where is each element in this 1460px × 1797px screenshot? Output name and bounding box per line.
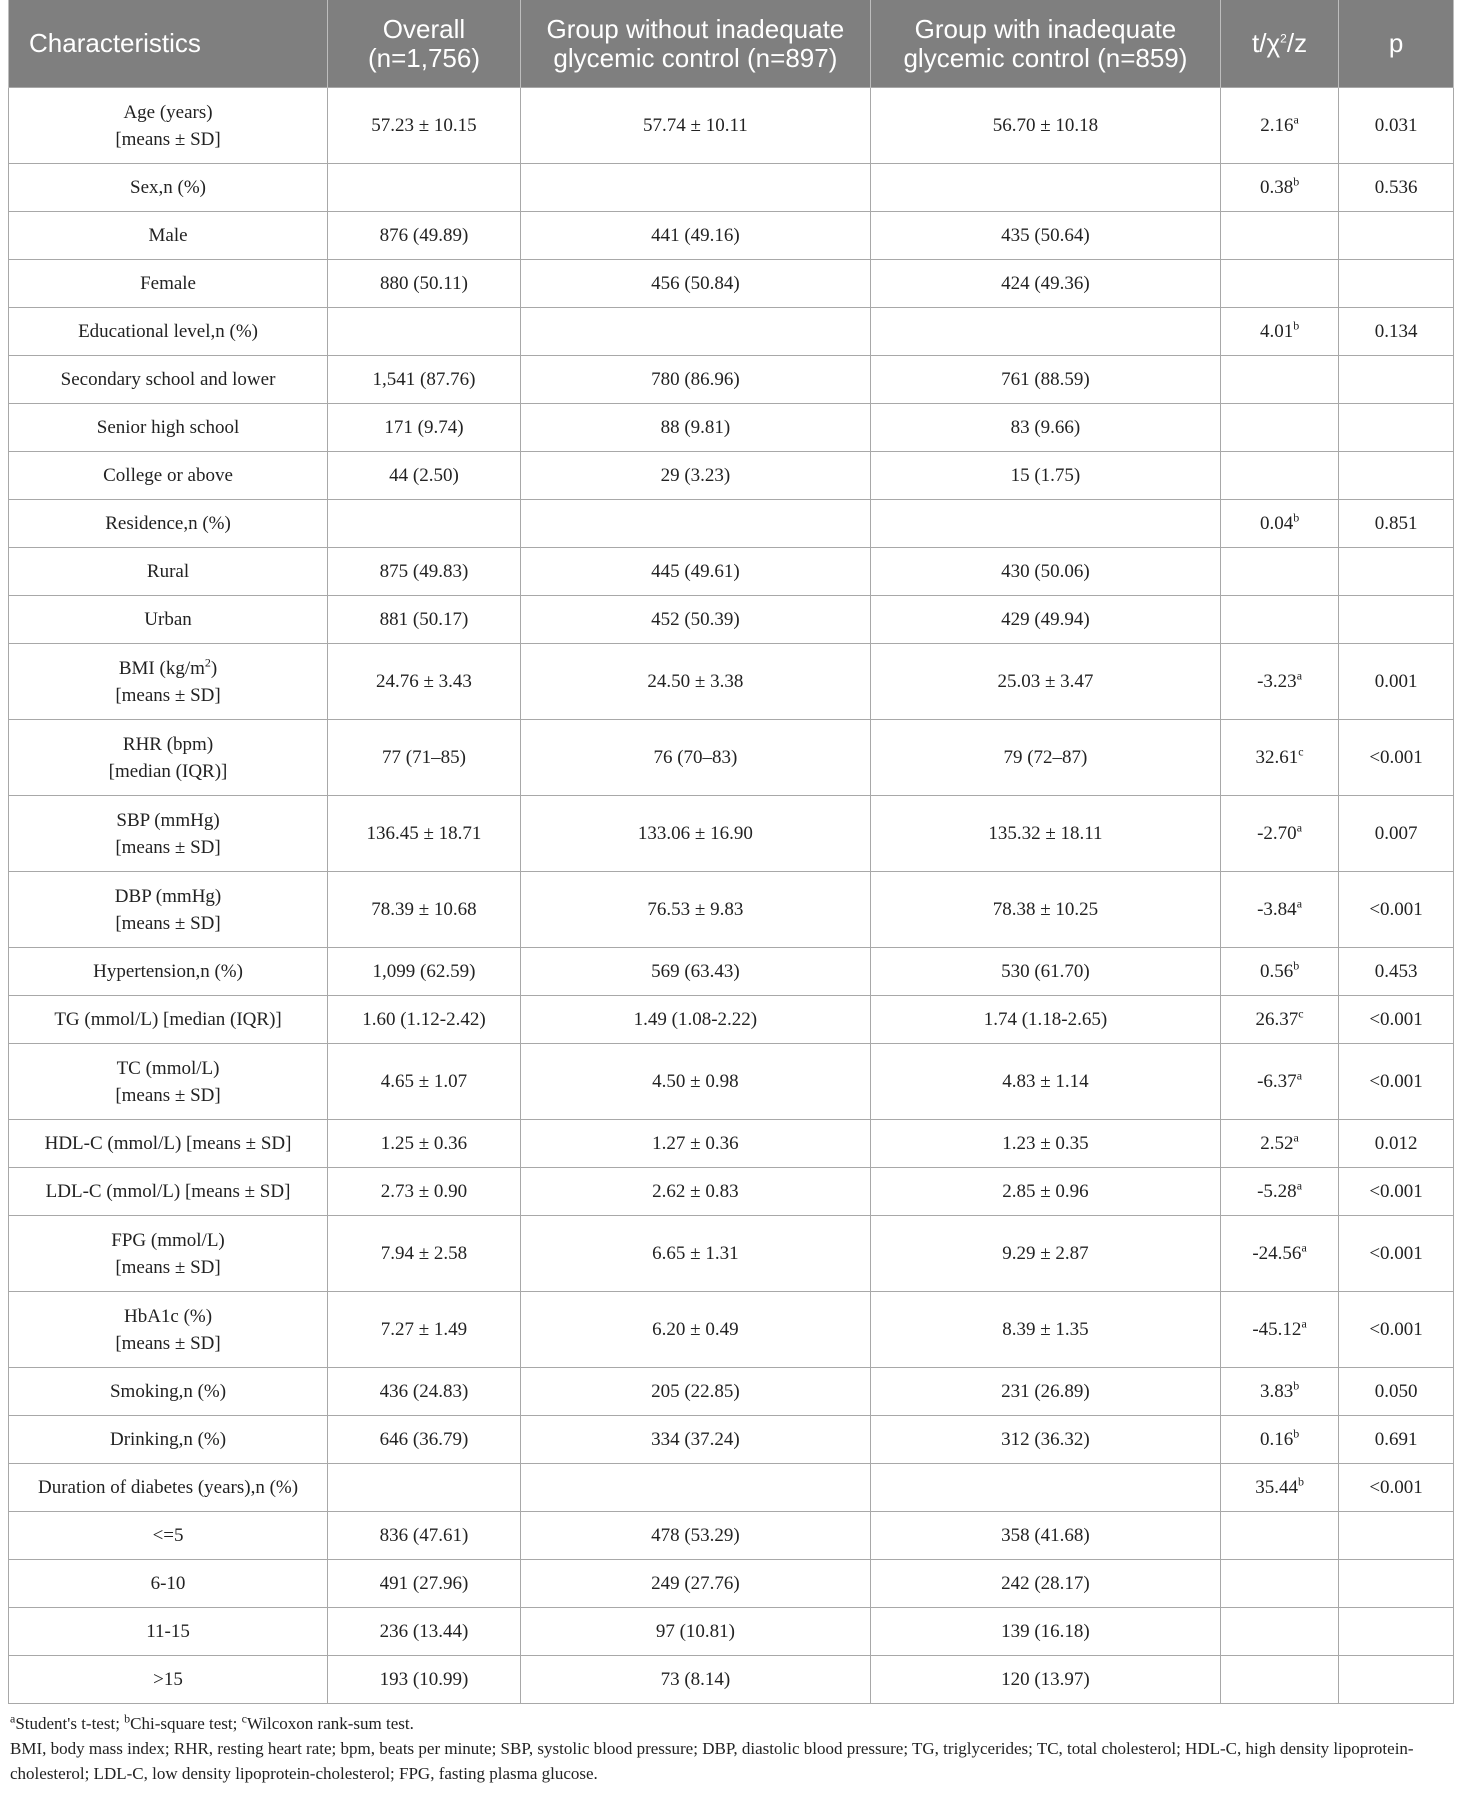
- cell-overall: 44 (2.50): [328, 452, 521, 500]
- cell-statistic: [1220, 1560, 1338, 1608]
- cell-p-value: <0.001: [1339, 1216, 1454, 1292]
- row-label: DBP (mmHg) [means ± SD]: [9, 872, 328, 948]
- row-label: College or above: [9, 452, 328, 500]
- row-label: Residence,n (%): [9, 500, 328, 548]
- cell-group-without: 441 (49.16): [520, 212, 870, 260]
- cell-p-value: 0.691: [1339, 1416, 1454, 1464]
- cell-overall: 876 (49.89): [328, 212, 521, 260]
- cell-group-with: 530 (61.70): [870, 948, 1220, 996]
- table-row: [9, 1292, 1454, 1368]
- table-footnotes: [8, 1711, 1454, 1786]
- cell-overall: 1,099 (62.59): [328, 948, 521, 996]
- cell-group-without: 249 (27.76): [520, 1560, 870, 1608]
- cell-p-value: <0.001: [1339, 1292, 1454, 1368]
- cell-statistic: 4.01$^b$: [1220, 308, 1338, 356]
- table-row: [9, 596, 1454, 644]
- cell-p-value: 0.050: [1339, 1368, 1454, 1416]
- row-label: Urban: [9, 596, 328, 644]
- table-row: [9, 308, 1454, 356]
- cell-statistic: 35.44$^b$: [1220, 1464, 1338, 1512]
- header-group-without: Group without inadequate glycemic control (n=897): [520, 0, 870, 88]
- cell-overall: [328, 164, 521, 212]
- cell-group-with: [870, 164, 1220, 212]
- cell-group-with: 1.23 ± 0.35: [870, 1120, 1220, 1168]
- row-label: BMI $(kg/m^2)$ [means ± SD]: [9, 644, 328, 720]
- cell-group-with: 1.74 (1.18-2.65): [870, 996, 1220, 1044]
- cell-statistic: [1220, 1656, 1338, 1704]
- cell-group-with: 15 (1.75): [870, 452, 1220, 500]
- header-statistic: $t/\chi^2/z$: [1220, 0, 1338, 88]
- cell-overall: 7.27 ± 1.49: [328, 1292, 521, 1368]
- header-overall: Overall (n=1,756): [328, 0, 521, 88]
- cell-group-without: [520, 500, 870, 548]
- table-row: [9, 948, 1454, 996]
- cell-p-value: [1339, 260, 1454, 308]
- cell-group-without: 569 (63.43): [520, 948, 870, 996]
- cell-group-with: 435 (50.64): [870, 212, 1220, 260]
- cell-overall: 7.94 ± 2.58: [328, 1216, 521, 1292]
- cell-overall: 1.60 (1.12-2.42): [328, 996, 521, 1044]
- row-label: Secondary school and lower: [9, 356, 328, 404]
- table-row: [9, 500, 1454, 548]
- cell-statistic: 2.16$^a$: [1220, 88, 1338, 164]
- cell-group-with: 25.03 ± 3.47: [870, 644, 1220, 720]
- cell-p-value: [1339, 548, 1454, 596]
- cell-p-value: [1339, 1560, 1454, 1608]
- cell-group-without: 76 (70–83): [520, 720, 870, 796]
- cell-statistic: 0.16$^b$: [1220, 1416, 1338, 1464]
- cell-group-without: 29 (3.23): [520, 452, 870, 500]
- row-label: TC (mmol/L) [means ± SD]: [9, 1044, 328, 1120]
- cell-group-without: 57.74 ± 10.11: [520, 88, 870, 164]
- row-label: LDL-C (mmol/L) [means ± SD]: [9, 1168, 328, 1216]
- cell-p-value: <0.001: [1339, 996, 1454, 1044]
- cell-statistic: [1220, 404, 1338, 452]
- cell-group-without: 6.65 ± 1.31: [520, 1216, 870, 1292]
- cell-p-value: [1339, 404, 1454, 452]
- row-label: Rural: [9, 548, 328, 596]
- cell-overall: 836 (47.61): [328, 1512, 521, 1560]
- row-label: Smoking,n (%): [9, 1368, 328, 1416]
- cell-overall: 1.25 ± 0.36: [328, 1120, 521, 1168]
- cell-overall: 2.73 ± 0.90: [328, 1168, 521, 1216]
- table-row: [9, 164, 1454, 212]
- cell-overall: 24.76 ± 3.43: [328, 644, 521, 720]
- cell-group-with: 242 (28.17): [870, 1560, 1220, 1608]
- cell-statistic: [1220, 1512, 1338, 1560]
- cell-statistic: [1220, 212, 1338, 260]
- cell-group-without: 24.50 ± 3.38: [520, 644, 870, 720]
- cell-statistic: 0.04$^b$: [1220, 500, 1338, 548]
- cell-statistic: -6.37$^a$: [1220, 1044, 1338, 1120]
- table-row: [9, 1044, 1454, 1120]
- cell-group-without: 4.50 ± 0.98: [520, 1044, 870, 1120]
- table-body: [9, 88, 1454, 1704]
- footnote-tests: $^a$Student's t-test; $^b$Chi-square test; $^c$Wilcoxon rank-sum test.: [10, 1711, 414, 1733]
- table-row: [9, 1464, 1454, 1512]
- table-row: [9, 720, 1454, 796]
- header-row: [9, 0, 1454, 88]
- cell-group-with: 430 (50.06): [870, 548, 1220, 596]
- cell-overall: 171 (9.74): [328, 404, 521, 452]
- cell-group-without: 1.27 ± 0.36: [520, 1120, 870, 1168]
- row-label: FPG (mmol/L) [means ± SD]: [9, 1216, 328, 1292]
- footnote-abbreviations: BMI, body mass index; RHR, resting heart rate; bpm, beats per minute; SBP, systolic blood pressure; DBP, diastolic blood pressure; TG, triglycerides; TC, total cholesterol; HDL-C, high density lipoprotein-cholesterol; LDL-C, low density lipoprotein-cholesterol; FPG, fasting plasma glucose.: [10, 1739, 1414, 1783]
- cell-overall: [328, 308, 521, 356]
- cell-overall: 136.45 ± 18.71: [328, 796, 521, 872]
- cell-statistic: 0.56$^b$: [1220, 948, 1338, 996]
- cell-group-with: 83 (9.66): [870, 404, 1220, 452]
- cell-group-with: 358 (41.68): [870, 1512, 1220, 1560]
- cell-group-without: 133.06 ± 16.90: [520, 796, 870, 872]
- cell-overall: 4.65 ± 1.07: [328, 1044, 521, 1120]
- cell-statistic: -2.70$^a$: [1220, 796, 1338, 872]
- cell-statistic: [1220, 452, 1338, 500]
- cell-overall: 57.23 ± 10.15: [328, 88, 521, 164]
- cell-group-without: 73 (8.14): [520, 1656, 870, 1704]
- cell-overall: 491 (27.96): [328, 1560, 521, 1608]
- table-row: [9, 212, 1454, 260]
- table-row: [9, 452, 1454, 500]
- table-container: [8, 0, 1454, 1786]
- row-label: HbA1c (%) [means ± SD]: [9, 1292, 328, 1368]
- cell-p-value: [1339, 1656, 1454, 1704]
- header-group-with: Group with inadequate glycemic control (n=859): [870, 0, 1220, 88]
- row-label: Male: [9, 212, 328, 260]
- cell-group-without: 456 (50.84): [520, 260, 870, 308]
- table-row: [9, 1368, 1454, 1416]
- cell-group-with: 2.85 ± 0.96: [870, 1168, 1220, 1216]
- cell-statistic: 2.52$^a$: [1220, 1120, 1338, 1168]
- row-label: Sex,n (%): [9, 164, 328, 212]
- cell-group-with: 429 (49.94): [870, 596, 1220, 644]
- table-row: [9, 644, 1454, 720]
- cell-p-value: 0.851: [1339, 500, 1454, 548]
- table-row: [9, 260, 1454, 308]
- row-label: >15: [9, 1656, 328, 1704]
- cell-overall: 77 (71–85): [328, 720, 521, 796]
- cell-group-without: 88 (9.81): [520, 404, 870, 452]
- cell-group-without: 445 (49.61): [520, 548, 870, 596]
- table-row: [9, 88, 1454, 164]
- cell-group-with: 9.29 ± 2.87: [870, 1216, 1220, 1292]
- cell-group-without: [520, 1464, 870, 1512]
- cell-statistic: [1220, 356, 1338, 404]
- cell-group-without: 2.62 ± 0.83: [520, 1168, 870, 1216]
- cell-group-without: 452 (50.39): [520, 596, 870, 644]
- table-row: [9, 872, 1454, 948]
- table-row: [9, 1512, 1454, 1560]
- cell-p-value: 0.001: [1339, 644, 1454, 720]
- cell-p-value: <0.001: [1339, 872, 1454, 948]
- cell-group-with: 8.39 ± 1.35: [870, 1292, 1220, 1368]
- characteristics-table: [8, 0, 1454, 1704]
- table-row: [9, 796, 1454, 872]
- table-row: [9, 548, 1454, 596]
- table-row: [9, 1120, 1454, 1168]
- table-row: [9, 404, 1454, 452]
- row-label: TG (mmol/L) [median (IQR)]: [9, 996, 328, 1044]
- cell-statistic: [1220, 260, 1338, 308]
- cell-p-value: 0.536: [1339, 164, 1454, 212]
- row-label: Hypertension,n (%): [9, 948, 328, 996]
- cell-p-value: 0.453: [1339, 948, 1454, 996]
- cell-p-value: [1339, 212, 1454, 260]
- cell-group-without: [520, 164, 870, 212]
- cell-overall: 881 (50.17): [328, 596, 521, 644]
- table-row: [9, 1416, 1454, 1464]
- cell-group-without: 334 (37.24): [520, 1416, 870, 1464]
- cell-statistic: -45.12$^a$: [1220, 1292, 1338, 1368]
- cell-group-without: 1.49 (1.08-2.22): [520, 996, 870, 1044]
- cell-p-value: [1339, 452, 1454, 500]
- cell-statistic: [1220, 548, 1338, 596]
- cell-overall: 880 (50.11): [328, 260, 521, 308]
- cell-group-with: 78.38 ± 10.25: [870, 872, 1220, 948]
- cell-group-without: 97 (10.81): [520, 1608, 870, 1656]
- cell-overall: 193 (10.99): [328, 1656, 521, 1704]
- cell-p-value: [1339, 596, 1454, 644]
- table-row: [9, 1216, 1454, 1292]
- cell-group-with: 312 (36.32): [870, 1416, 1220, 1464]
- cell-statistic: 32.61$^c$: [1220, 720, 1338, 796]
- cell-p-value: <0.001: [1339, 1044, 1454, 1120]
- row-label: Duration of diabetes (years),n (%): [9, 1464, 328, 1512]
- row-label: HDL-C (mmol/L) [means ± SD]: [9, 1120, 328, 1168]
- cell-p-value: <0.001: [1339, 1168, 1454, 1216]
- cell-p-value: 0.007: [1339, 796, 1454, 872]
- row-label: SBP (mmHg) [means ± SD]: [9, 796, 328, 872]
- cell-overall: 1,541 (87.76): [328, 356, 521, 404]
- cell-statistic: -3.84$^a$: [1220, 872, 1338, 948]
- table-row: [9, 996, 1454, 1044]
- cell-p-value: [1339, 356, 1454, 404]
- cell-statistic: [1220, 1608, 1338, 1656]
- cell-p-value: 0.134: [1339, 308, 1454, 356]
- row-label: Educational level,n (%): [9, 308, 328, 356]
- table-row: [9, 1168, 1454, 1216]
- cell-group-with: 424 (49.36): [870, 260, 1220, 308]
- cell-group-without: 205 (22.85): [520, 1368, 870, 1416]
- cell-group-with: [870, 500, 1220, 548]
- cell-group-without: 76.53 ± 9.83: [520, 872, 870, 948]
- cell-group-with: 135.32 ± 18.11: [870, 796, 1220, 872]
- cell-group-with: 139 (16.18): [870, 1608, 1220, 1656]
- table-row: [9, 1608, 1454, 1656]
- cell-group-with: 4.83 ± 1.14: [870, 1044, 1220, 1120]
- cell-p-value: [1339, 1608, 1454, 1656]
- row-label: Senior high school: [9, 404, 328, 452]
- cell-statistic: 26.37$^c$: [1220, 996, 1338, 1044]
- cell-overall: 646 (36.79): [328, 1416, 521, 1464]
- cell-statistic: [1220, 596, 1338, 644]
- cell-overall: 875 (49.83): [328, 548, 521, 596]
- cell-overall: 78.39 ± 10.68: [328, 872, 521, 948]
- cell-group-with: [870, 1464, 1220, 1512]
- cell-statistic: 3.83$^b$: [1220, 1368, 1338, 1416]
- header-characteristics: Characteristics: [9, 0, 328, 88]
- row-label: Drinking,n (%): [9, 1416, 328, 1464]
- cell-group-with: 56.70 ± 10.18: [870, 88, 1220, 164]
- row-label: 11-15: [9, 1608, 328, 1656]
- cell-p-value: 0.012: [1339, 1120, 1454, 1168]
- cell-overall: [328, 1464, 521, 1512]
- cell-statistic: -3.23$^a$: [1220, 644, 1338, 720]
- table-row: [9, 1656, 1454, 1704]
- cell-group-with: 79 (72–87): [870, 720, 1220, 796]
- row-label: <=5: [9, 1512, 328, 1560]
- cell-group-with: 120 (13.97): [870, 1656, 1220, 1704]
- cell-p-value: <0.001: [1339, 1464, 1454, 1512]
- table-row: [9, 1560, 1454, 1608]
- cell-overall: 436 (24.83): [328, 1368, 521, 1416]
- cell-group-without: 6.20 ± 0.49: [520, 1292, 870, 1368]
- cell-overall: [328, 500, 521, 548]
- row-label: Female: [9, 260, 328, 308]
- cell-p-value: [1339, 1512, 1454, 1560]
- cell-statistic: -24.56$^a$: [1220, 1216, 1338, 1292]
- header-p: p: [1339, 0, 1454, 88]
- cell-p-value: <0.001: [1339, 720, 1454, 796]
- row-label: RHR (bpm) [median (IQR)]: [9, 720, 328, 796]
- cell-statistic: -5.28$^a$: [1220, 1168, 1338, 1216]
- cell-group-without: [520, 308, 870, 356]
- row-label: 6-10: [9, 1560, 328, 1608]
- row-label: Age (years) [means ± SD]: [9, 88, 328, 164]
- cell-overall: 236 (13.44): [328, 1608, 521, 1656]
- cell-statistic: 0.38$^b$: [1220, 164, 1338, 212]
- cell-p-value: 0.031: [1339, 88, 1454, 164]
- cell-group-without: 780 (86.96): [520, 356, 870, 404]
- cell-group-without: 478 (53.29): [520, 1512, 870, 1560]
- table-row: [9, 356, 1454, 404]
- cell-group-with: [870, 308, 1220, 356]
- cell-group-with: 761 (88.59): [870, 356, 1220, 404]
- cell-group-with: 231 (26.89): [870, 1368, 1220, 1416]
